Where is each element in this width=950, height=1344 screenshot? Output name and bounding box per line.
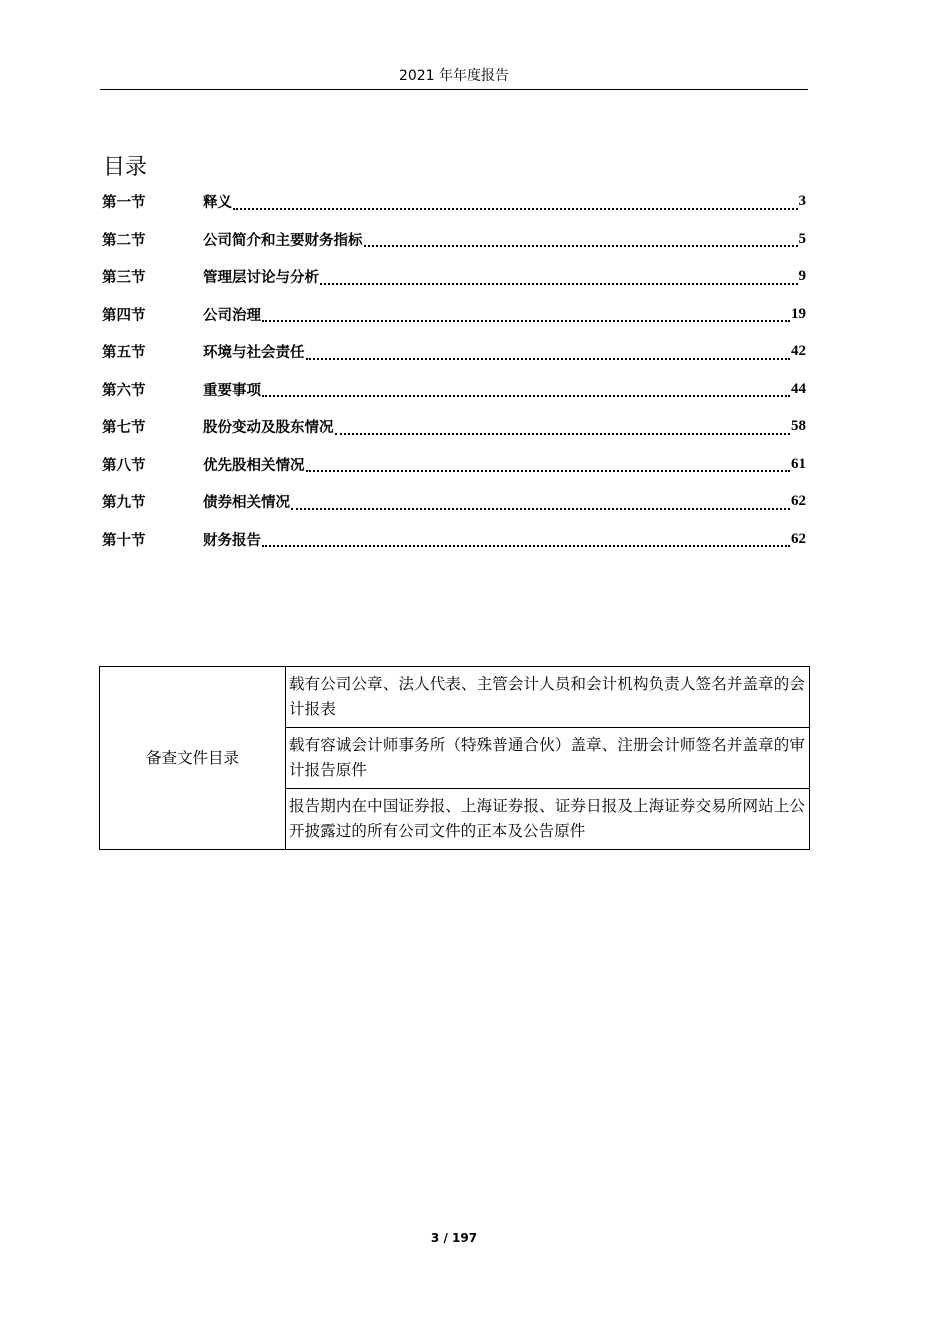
toc-entry[interactable] [102,446,806,484]
toc-entry[interactable] [102,521,806,559]
toc-dot-leader [233,198,798,210]
toc-section-name: 股份变动及股东情况 [203,420,334,437]
reference-document-item: 载有容诚会计师事务所（特殊普通合伙）盖章、注册会计师签名并盖章的审计报告原件 [286,728,810,789]
toc-section-name: 公司治理 [203,307,261,324]
toc-page-number: 3 [798,193,806,210]
toc-section-number: 第七节 [102,420,146,437]
toc-section-number: 第九节 [102,495,146,512]
toc-page-number: 62 [791,530,806,547]
reference-documents-label: 备查文件目录 [100,667,286,850]
toc-section-number: 第四节 [102,307,146,324]
toc-dot-leader [335,423,791,435]
toc-section-number: 第二节 [102,232,146,249]
toc-section-number: 第十节 [102,532,146,549]
reference-document-item: 载有公司公章、法人代表、主管会计人员和会计机构负责人签名并盖章的会计报表 [286,667,810,728]
toc-page-number: 58 [791,418,806,435]
toc-dot-leader [306,460,791,472]
toc-section-name: 管理层讨论与分析 [203,270,319,287]
toc-page-number: 9 [798,268,806,285]
toc-section-name: 优先股相关情况 [203,457,305,474]
toc-entry[interactable] [102,483,806,521]
toc-section-name: 公司简介和主要财务指标 [203,232,363,249]
header-title: 2021 年年度报告 [398,68,510,84]
toc-page-number: 5 [798,230,806,247]
toc-section-number: 第一节 [102,195,146,212]
toc-dot-leader [262,385,790,397]
toc-section-name: 释义 [203,195,232,212]
toc-page-number: 42 [791,343,806,360]
toc-dot-leader [262,535,790,547]
toc-section-number: 第六节 [102,382,146,399]
toc-page-number: 61 [791,455,806,472]
toc-title: 目录 [103,154,148,180]
toc-page-number: 19 [791,305,806,322]
toc-dot-leader [291,498,790,510]
toc-section-name: 重要事项 [203,382,261,399]
toc-section-name: 债券相关情况 [203,495,290,512]
table-row [100,667,810,728]
toc-section-number: 第八节 [102,457,146,474]
toc-entry[interactable] [102,296,806,334]
reference-document-item: 报告期内在中国证券报、上海证券报、证券日报及上海证券交易所网站上公开披露过的所有公司文件的正本及公告原件 [286,789,810,850]
toc-section-name: 环境与社会责任 [203,345,305,362]
toc-dot-leader [364,235,798,247]
toc-page-number: 44 [791,380,806,397]
toc-section-number: 第五节 [102,345,146,362]
toc-dot-leader [306,348,791,360]
toc-section-name: 财务报告 [203,532,261,549]
toc-entry[interactable] [102,183,806,221]
header-divider [100,89,808,90]
page-indicator: 3 / 197 [430,1231,478,1245]
toc-entry[interactable] [102,258,806,296]
toc-dot-leader [262,310,790,322]
toc-section-number: 第三节 [102,270,146,287]
toc-page-number: 62 [791,493,806,510]
toc-entry[interactable] [102,371,806,409]
toc-entry[interactable] [102,408,806,446]
table-of-contents [102,183,806,558]
toc-dot-leader [320,273,798,285]
reference-documents-table [99,666,810,850]
toc-entry[interactable] [102,333,806,371]
toc-entry[interactable] [102,221,806,259]
